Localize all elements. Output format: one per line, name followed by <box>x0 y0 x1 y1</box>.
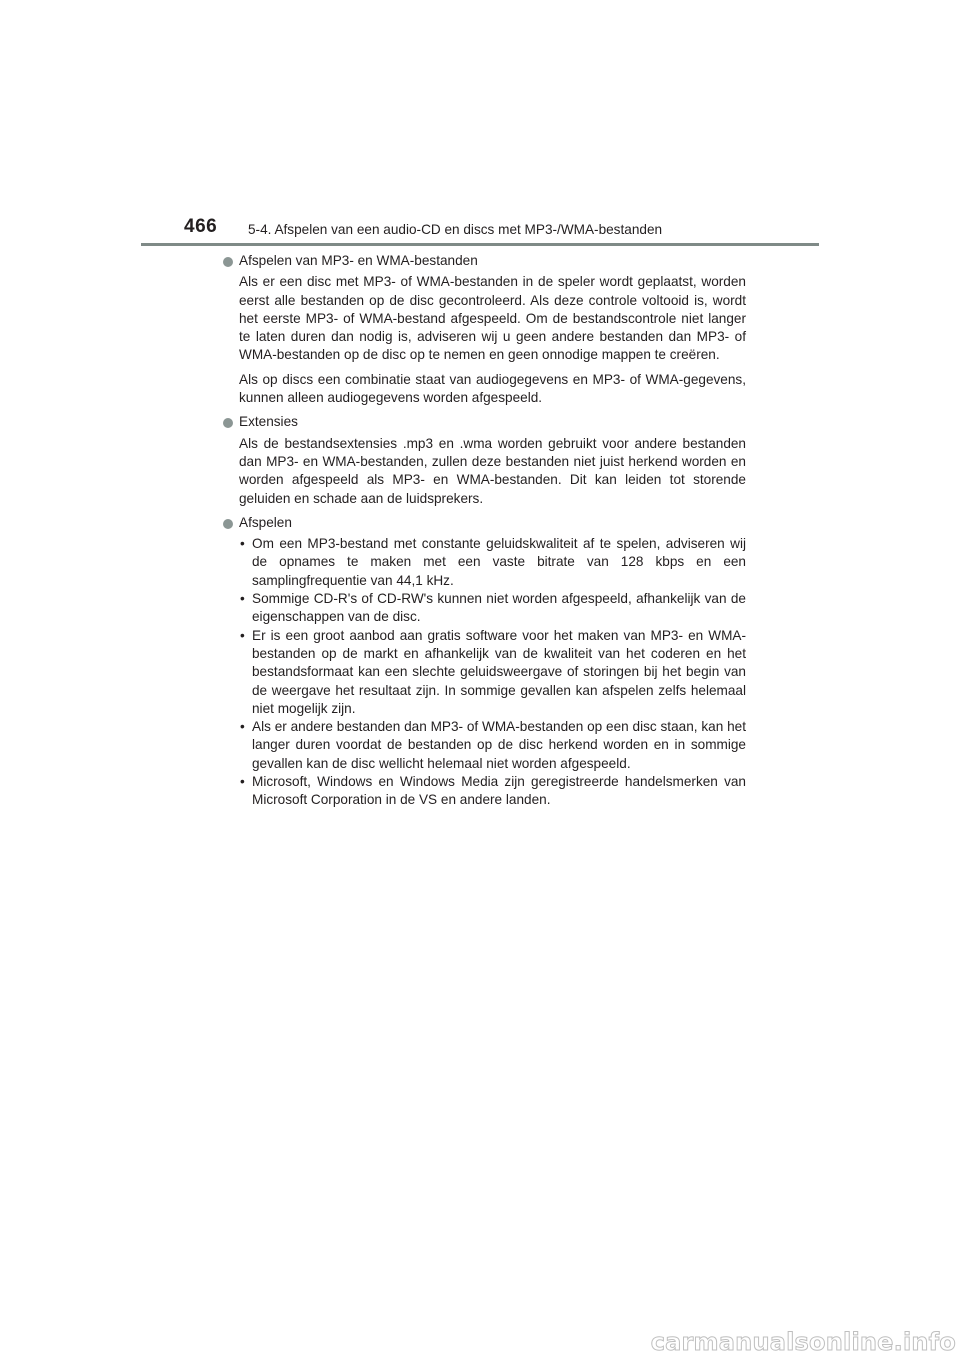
section-mp3-wma-playback <box>222 252 746 407</box>
list-item <box>239 773 746 810</box>
section-heading-text: Afspelen <box>239 514 292 530</box>
section-heading <box>222 252 746 270</box>
list-item <box>239 627 746 718</box>
bullet-circle-icon <box>223 257 233 267</box>
section-playback <box>222 514 746 810</box>
paragraph: Als op discs een combinatie staat van audiogegevens en MP3- of WMA-gegevens, kunnen alleen audiogegevens worden afgespeeld. <box>239 371 746 406</box>
list-item-text: Microsoft, Windows en Windows Media zijn geregistreerde handelsmerken van Microsoft Corporation in de VS en andere landen. <box>252 774 746 808</box>
list-item-text: Als er andere bestanden dan MP3- of WMA-bestanden op een disc staan, kan het langer duren voordat de bestanden op de disc herkend worden en in sommige gevallen kan de disc wellicht helemaal niet worden afgespeeld. <box>252 719 746 771</box>
list-bullet-icon: • <box>240 627 245 643</box>
running-title: 5-4. Afspelen van een audio-CD en discs met MP3-/WMA-bestanden <box>248 222 663 237</box>
list-item <box>239 590 746 627</box>
bullet-circle-icon <box>223 519 233 529</box>
page-header <box>0 0 960 250</box>
section-heading <box>222 514 746 532</box>
list-bullet-icon: • <box>240 774 245 790</box>
paragraph: Als er een disc met MP3- of WMA-bestanden in de speler wordt geplaatst, worden eerst alle bestanden op de disc gecontroleerd. Als deze controle voltooid is, wordt het eerste MP3- of WMA-bestand afgespeeld. Om de bestandscontrole niet langer te laten duren dan nodig is, adviseren wij u geen andere bestanden dan MP3- of WMA-bestanden op de disc op te nemen en geen onnodige mappen te creëren. <box>239 274 746 363</box>
bullet-circle-icon <box>223 418 233 428</box>
list-item <box>239 718 746 773</box>
list-item-text: Om een MP3-bestand met constante geluidskwaliteit af te spelen, adviseren wij de opnames te maken met een vaste bitrate van 128 kbps en een samplingfrequentie van 44,1 kHz. <box>252 536 746 588</box>
list-bullet-icon: • <box>240 719 245 735</box>
list-bullet-icon: • <box>240 591 245 607</box>
list-item-text: Sommige CD-R's of CD-RW's kunnen niet worden afgespeeld, afhankelijk van de eigenschappen van de disc. <box>252 591 746 625</box>
list-item <box>239 535 746 590</box>
section-extensions <box>222 413 746 507</box>
watermark-logo: carmanualsonline.info <box>650 1328 956 1356</box>
page-content <box>222 252 746 814</box>
page-number: 466 <box>184 216 218 237</box>
list-bullet-icon: • <box>240 536 245 552</box>
playback-notes-list <box>222 535 746 809</box>
paragraph: Als de bestandsextensies .mp3 en .wma worden gebruikt voor andere bestanden dan MP3- en WMA-bestanden, zullen deze bestanden niet juist herkend worden en worden afgespeeld als MP3- en WMA-bestanden. Dit kan leiden tot storende geluiden en schade aan de luidsprekers. <box>239 435 746 506</box>
section-heading <box>222 413 746 431</box>
header-rule <box>141 243 819 246</box>
section-heading-text: Afspelen van MP3- en WMA-bestanden <box>239 253 478 268</box>
section-heading-text: Extensies <box>239 414 298 430</box>
list-item-text: Er is een groot aanbod aan gratis software voor het maken van MP3- en WMA-bestanden op de markt en afhankelijk van de kwaliteit van het coderen en het bestandsformaat kan een slechte geluidsweergave of storingen bij het begin van de weergave het resultaat zijn. In sommige gevallen kan afspelen zelfs helemaal niet mogelijk zijn. <box>252 627 746 716</box>
